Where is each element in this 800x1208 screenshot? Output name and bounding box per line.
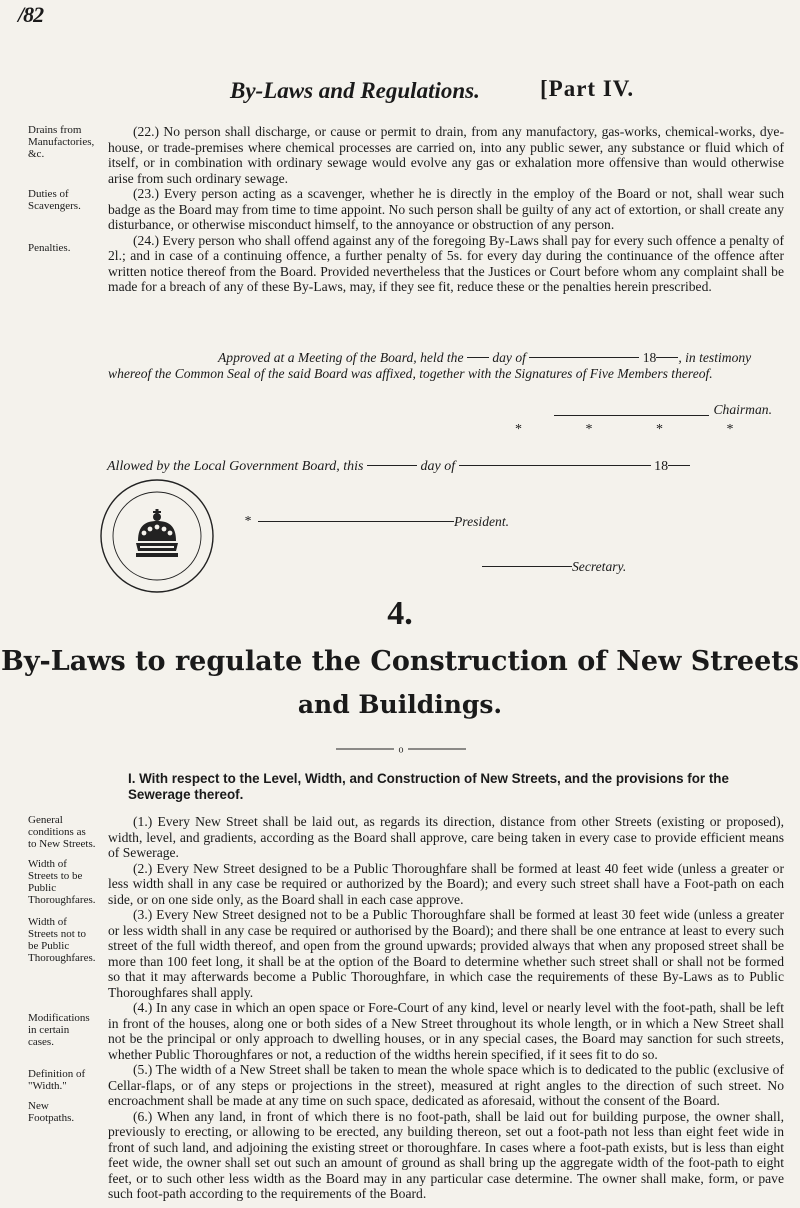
clause-3: (3.) Every New Street designed not to be a Public Thoroughfare shall be formed at least 30 feet wide (unless a greater or less width shall in any case be required or authorised by the Board); and there shall be one entrance at least to every such street of the full width thereof, and open from the ground upwards; provided always that when any proposed street shall be more than 100 feet long, it shall be at the option of the Board to determine whether such street shall or shall not be formed so that it may afterwards become a Public Thoroughfare, in which case the requirements of these By-Laws as to Public Thoroughfares shall apply. [108,907,784,1000]
clause-6: (6.) When any land, in front of which there is no foot-path, shall be laid out for building purpose, the owner shall, previously to erecting, or allowing to be erected, any building thereon, set out a foot-path not less than eight feet wide in front of such land, and adjoining the existing street or thoroughfare. In cases where a foot-path exists, but is less than eight feet wide, the owner shall set out such an amount of ground as shall bring up the aggregate width of the foot-path to eight feet, or to such other less width as the Board may in any particular case determine. The owner shall make, form, or pave such foot-path according to the requirements of the Board. [108,1108,784,1201]
margin-note-width-public: Width of Streets to be Public Thoroughfares. [28,858,96,906]
approval-text-d: , in testimony whereof the Common Seal of the said Board was affixed, together with the Signatures of Five Members thereof. [108,350,752,381]
clause-5: (5.) The width of a New Street shall be taken to mean the whole space which is to dedicated to the public (exclusive of Cellar-flaps, or of any steps or projections in the street), measured at right angles to the direction of such street. No encroachment shall be made at any time on such space, dedicated as aforesaid, without the consent of the Board. [108,1062,784,1108]
part-label: [Part IV. [540,76,635,101]
clause-24: (24.) Every person who shall offend against any of the foregoing By-Laws shall pay for every such offence a penalty of 2l.; and in case of a continuing offence, a further penalty of 5s. for every day during the continuance of the offence after written notice thereof from the Board. Provided nevertheless that the Justices or Court before whom any complaint shall be made for a breach of any of these By-Laws, may, if they see fit, reduce these or the penalties herein prescribed. [108,232,784,294]
clauses-top [108,124,784,295]
approval-stars: * * * * [515,422,764,437]
section-divider [336,744,466,754]
margin-note-footpaths: New Footpaths. [28,1100,75,1124]
margin-note-general: General conditions as to New Streets. [28,814,96,850]
margin-note-scavengers: Duties of Scavengers. [28,188,81,212]
margin-note-definition: Definition of "Width." [28,1068,86,1092]
chairman-signature: Chairman. [554,402,772,418]
clause-2: (2.) Every New Street designed to be a Public Thoroughfare shall be formed at least 40 feet wide (unless a greater or less width shall in any case be required or authorized by the Board); and every such street shall have a Foot-path on each side, or on one side only, as the Board shall in each case approve. [108,860,784,907]
secretary-label: Secretary. [572,559,627,574]
page-mark: /82 [18,2,44,27]
margin-note-modifications: Modifications in certain cases. [28,1012,90,1048]
approval-text-b: day of [492,350,526,365]
allowed-statement [107,459,690,475]
allowed-text-c: 18 [654,459,669,474]
margin-note-width-not-public: Width of Streets not to be Public Thoroughfares. [28,916,96,964]
clause-4: (4.) In any case in which an open space or Fore-Court of any kind, level or nearly level with the foot-path, shall be left in front of the houses, along one or both sides of a New Street throughout its whole length, or in which a New Street shall not be the principal or only approach to dwelling houses, or in any special cases, the Board may sanction for such streets, whether Public Thoroughfares or not, a reduction of the widths herein specified, if it sees fit to do so. [108,1000,784,1062]
clause-23: (23.) Every person acting as a scavenger, whether he is directly in the employ of the Board or not, shall wear such badge as the Board may from time to time appoint. No such person shall be guilty of any act of extortion, or shall create any disturbance, or otherwise misconduct himself, to the annoyance or obstruction of any person. [108,186,784,232]
margin-note-drains: Drains from Manufactories, &c. [28,124,95,160]
clause-1: (1.) Every New Street shall be laid out, as regards its direction, distance from other Streets (existing or proposed), width, level, and gradients, according as the Board shall approve, care being taken in every case to provide efficient means of Sewerage. [108,814,784,860]
secretary-signature [482,559,626,575]
clauses-bottom [108,814,784,1202]
president-signature [258,514,509,530]
clause-22: (22.) No person shall discharge, or cause or permit to drain, from any manufactory, gas-works, chemical-works, dye-house, or trade-premises where chemical processes are carried on, into any public sewer, any substance or fluid which of itself, or in combination with ordinary sewage would evolve any gas or exhalation more offensive than would otherwise arise from such ordinary sewage. [108,124,784,186]
approval-text-a: Approved at a Meeting of the Board, held the [218,350,464,365]
allowed-text-a: Allowed by the Local Government Board, this [107,459,364,474]
section-title-line2: and Buildings. [297,690,503,719]
approval-text-c: 18 [642,350,657,365]
section-number: 4. [387,595,413,632]
approval-statement [108,350,784,381]
board-seal-icon [98,477,216,595]
star-mark: * [244,513,251,528]
allowed-text-b: day of [420,459,456,474]
margin-note-penalties: Penalties. [28,242,71,254]
president-label: President. [454,514,509,529]
section-heading: I. With respect to the Level, Width, and Construction of New Streets, and the provisions for the Sewerage thereof. [128,771,729,802]
section-title-line1: By-Laws to regulate the Construction of New Streets [1,646,799,677]
running-title: By-Laws and Regulations. [230,78,480,103]
divider-mark: o [398,744,404,754]
